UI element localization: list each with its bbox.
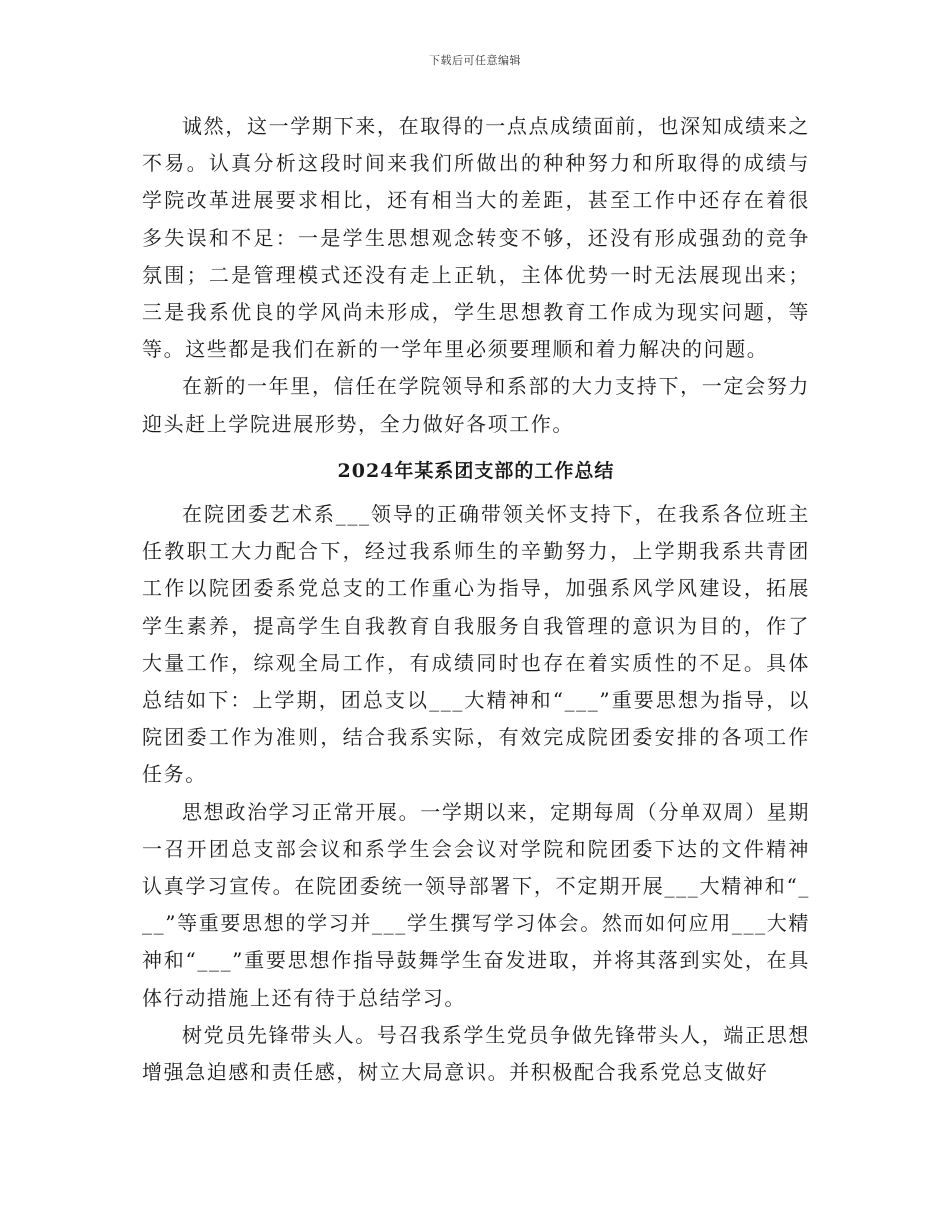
paragraph-prev-2: 在新的一年里，信任在学院领导和系部的大力支持下，一定会努力迎头赶上学院进展形势，全力做好各项工作。 (142, 374, 810, 436)
paragraph-1: 在院团委艺术系___领导的正确带领关怀支持下，在我系各位班主任教职工大力配合下，经过我系师生的辛勤努力，上学期我系共青团工作以院团委系党总支的工作重心为指导，加强系风学风建设，拓展学生素养，提高学生自我教育自我服务自我管理的意识为目的，作了大量工作，综观全局工作，有成绩同时也存在着实质性的不足。具体总结如下：上学期，团总支以___大精神和“___”重要思想为指导，以院团委工作为准则，结合我系实际，有效完成院团委安排的各项工作任务。 (142, 502, 810, 787)
paragraph-prev-1: 诚然，这一学期下来，在取得的一点点成绩面前，也深知成绩来之不易。认真分析这段时间来我们所做出的种种努力和所取得的成绩与学院改革进展要求相比，还有相当大的差距，甚至工作中还存在着很多失误和不足：一是学生思想观念转变不够，还没有形成强劲的竞争氛围；二是管理模式还没有走上正轨，主体优势一时无法展现出来；三是我系优良的学风尚未形成，学生思想教育工作成为现实问题，等等。这些都是我们在新的一学年里必须要理顺和着力解决的问题。 (142, 114, 810, 362)
paragraph-3: 树党员先锋带头人。号召我系学生党员争做先锋带头人，端正思想增强急迫感和责任感，树立大局意识。并积极配合我系党总支做好 (142, 1022, 810, 1085)
page-header: 下载后可任意编辑 (429, 54, 521, 67)
paragraph-2: 思想政治学习正常开展。一学期以来，定期每周（分单双周）星期一召开团总支部会议和系学生会会议对学院和院团委下达的文件精神认真学习宣传。在院团委统一领导部署下，不定期开展___大精神和“___”等重要思想的学习并___学生撰写学习体会。然而如何应用___大精神和“___”重要思想作指导鼓舞学生奋发进取，并将其落到实处，在具体行动措施上还有待于总结学习。 (142, 799, 810, 1010)
document-body (142, 108, 810, 1091)
document-title: 2024年某系团支部的工作总结 (337, 459, 615, 482)
